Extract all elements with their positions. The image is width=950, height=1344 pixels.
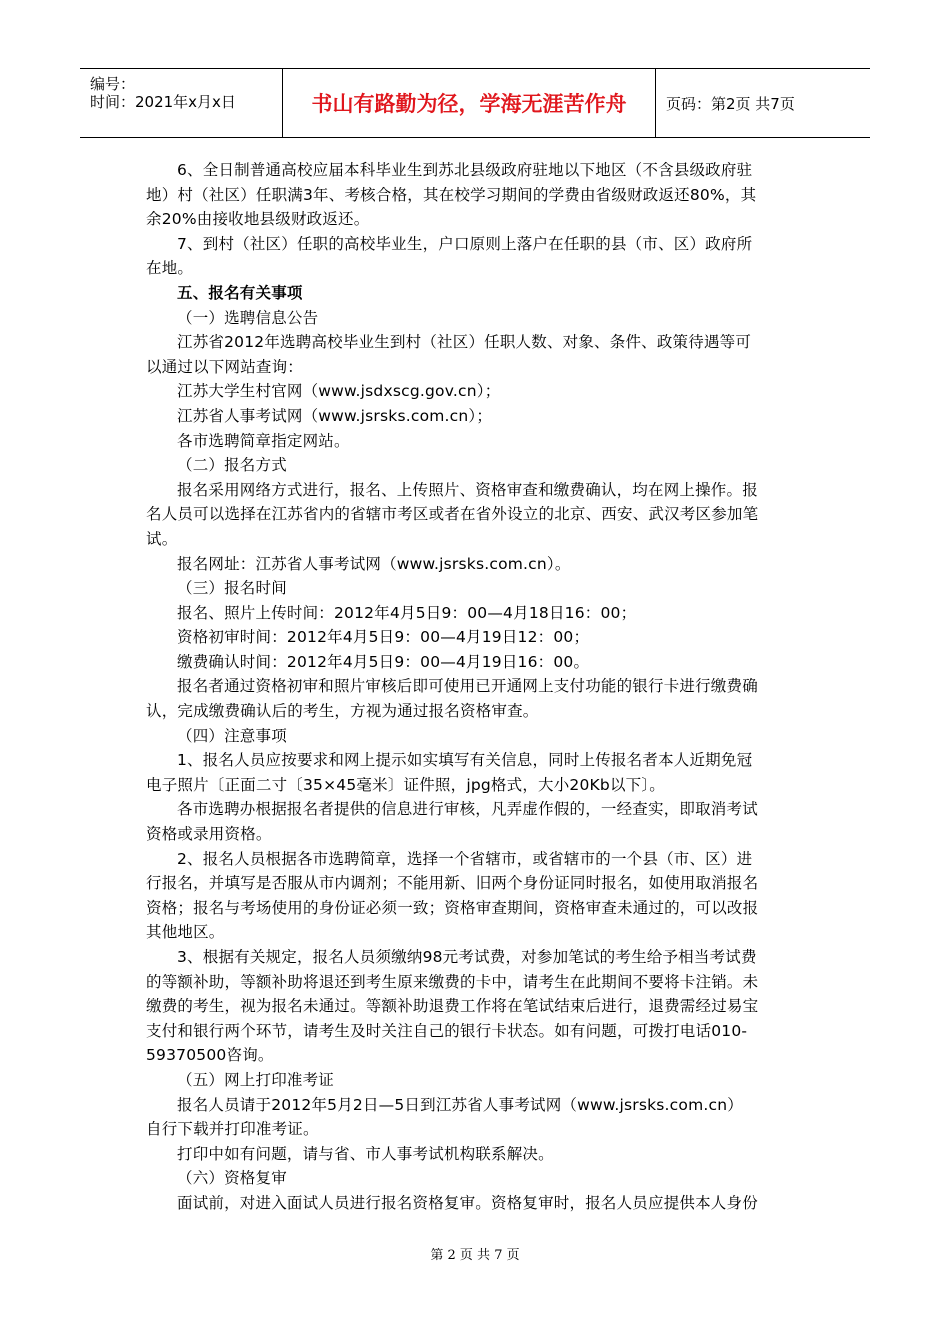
paragraph-line: （四）注意事项 xyxy=(177,726,287,745)
paragraph-line: （二）报名方式 xyxy=(177,456,287,475)
header-page-number: 页码：第2页 共7页 xyxy=(666,95,795,113)
paragraph-continuation-line: 名人员可以选择在江苏省内的省辖市考区或者在省外设立的北京、西安、武汉考区参加笔 xyxy=(146,505,759,524)
paragraph-line: 各市选聘办根据报名者提供的信息进行审核，凡弄虚作假的，一经查实，即取消考试 xyxy=(177,800,758,819)
paragraph-continuation-line: 支付和银行两个环节，请考生及时关注自己的银行卡状态。如有问题，可拨打电话010- xyxy=(146,1021,748,1040)
paragraph-continuation-line: 认，完成缴费确认后的考生，方视为通过报名资格审查。 xyxy=(146,702,539,721)
paragraph-continuation-line: 资格；报名与考场使用的身份证必须一致；资格审查期间，资格审查未通过的，可以改报 xyxy=(146,898,759,917)
paragraph-line: 各市选聘简章指定网站。 xyxy=(177,431,350,450)
paragraph-line: 报名、照片上传时间：2012年4月5日9：00—4月18日16：00； xyxy=(177,603,637,622)
paragraph-line: 报名人员请于2012年5月2日—5日到江苏省人事考试网（www.jsrsks.com.cn） xyxy=(177,1095,743,1114)
paragraph-line: 打印中如有问题，请与省、市人事考试机构联系解决。 xyxy=(177,1144,554,1163)
paragraph-continuation-line: 59370500咨询。 xyxy=(146,1046,274,1065)
paragraph-line: 2、报名人员根据各市选聘简章，选择一个省辖市，或省辖市的一个县（市、区）进 xyxy=(177,849,753,868)
paragraph-line: 江苏省人事考试网（www.jsrsks.com.cn）； xyxy=(177,406,493,425)
paragraph-line: 五、报名有关事项 xyxy=(177,283,303,302)
document-date-label: 时间：2021年x月x日 xyxy=(90,93,236,111)
paragraph-continuation-line: 余20%由接收地县级财政返还。 xyxy=(146,210,370,229)
paragraph-continuation-line: 行报名，并填写是否服从市内调剂；不能用新、旧两个身份证同时报名，如使用取消报名 xyxy=(146,874,759,893)
paragraph-line: 6、全日制普通高校应届本科毕业生到苏北县级政府驻地以下地区（不含县级政府驻 xyxy=(177,161,753,179)
paragraph-line: （五）网上打印准考证 xyxy=(177,1070,335,1089)
paragraph-line: （六）资格复审 xyxy=(177,1169,287,1188)
paragraph-continuation-line: 以通过以下网站查询： xyxy=(146,357,304,376)
paragraph-continuation-line: 电子照片〔正面二寸〔35×45毫米〕证件照，jpg格式，大小20Kb以下〕。 xyxy=(146,775,665,794)
paragraph-continuation-line: 其他地区。 xyxy=(146,923,225,942)
paragraph-line: （三）报名时间 xyxy=(177,579,287,598)
header-page-cell xyxy=(656,69,870,137)
header-motto: 书山有路勤为径，学海无涯苦作舟 xyxy=(311,92,627,116)
document-header xyxy=(80,68,870,138)
document-number-label: 编号： xyxy=(90,75,136,93)
paragraph-line: 江苏省2012年选聘高校毕业生到村（社区）任职人数、对象、条件、政策待遇等可 xyxy=(177,333,752,352)
paragraph-continuation-line: 缴费的考生，视为报名未通过。等额补助退费工作将在笔试结束后进行，退费需经过易宝 xyxy=(146,997,759,1016)
header-motto-cell xyxy=(283,69,656,137)
paragraph-continuation-line: 试。 xyxy=(146,529,178,548)
paragraph-continuation-line: 在地。 xyxy=(146,259,194,278)
paragraph-line: 报名网址：江苏省人事考试网（www.jsrsks.com.cn）。 xyxy=(177,554,571,573)
paragraph-line: 缴费确认时间：2012年4月5日9：00—4月19日16：00。 xyxy=(177,652,590,671)
paragraph-continuation-line: 地）村（社区）任职满3年、考核合格，其在校学习期间的学费由省级财政返还80%，其 xyxy=(146,185,757,204)
page-footer: 第 2 页 共 7 页 xyxy=(430,1248,520,1263)
paragraph-line: 1、报名人员应按要求和网上提示如实填写有关信息，同时上传报名者本人近期免冠 xyxy=(177,751,753,770)
paragraph-continuation-line: 自行下载并打印准考证。 xyxy=(146,1120,319,1139)
paragraph-line: 报名者通过资格初审和照片审核后即可使用已开通网上支付功能的银行卡进行缴费确 xyxy=(177,677,758,696)
document-body xyxy=(146,158,806,1216)
paragraph-line: 3、根据有关规定，报名人员须缴纳98元考试费，对参加笔试的考生给予相当考试费 xyxy=(177,948,757,966)
paragraph-line: 面试前，对进入面试人员进行报名资格复审。资格复审时，报名人员应提供本人身份 xyxy=(177,1193,758,1212)
paragraph-line: 资格初审时间：2012年4月5日9：00—4月19日12：00； xyxy=(177,628,590,647)
paragraph-line: 报名采用网络方式进行，报名、上传照片、资格审查和缴费确认，均在网上操作。报 xyxy=(177,480,758,499)
paragraph-line: 7、到村（社区）任职的高校毕业生，户口原则上落户在任职的县（市、区）政府所 xyxy=(177,234,753,253)
paragraph-continuation-line: 的等额补助，等额补助将退还到考生原来缴费的卡中，请考生在此期间不要将卡注销。未 xyxy=(146,972,759,991)
paragraph-line: 江苏大学生村官网（www.jsdxscg.gov.cn）； xyxy=(177,382,501,401)
paragraph-line: （一）选聘信息公告 xyxy=(177,308,319,327)
paragraph-continuation-line: 资格或录用资格。 xyxy=(146,825,272,844)
header-meta-cell xyxy=(80,69,283,137)
